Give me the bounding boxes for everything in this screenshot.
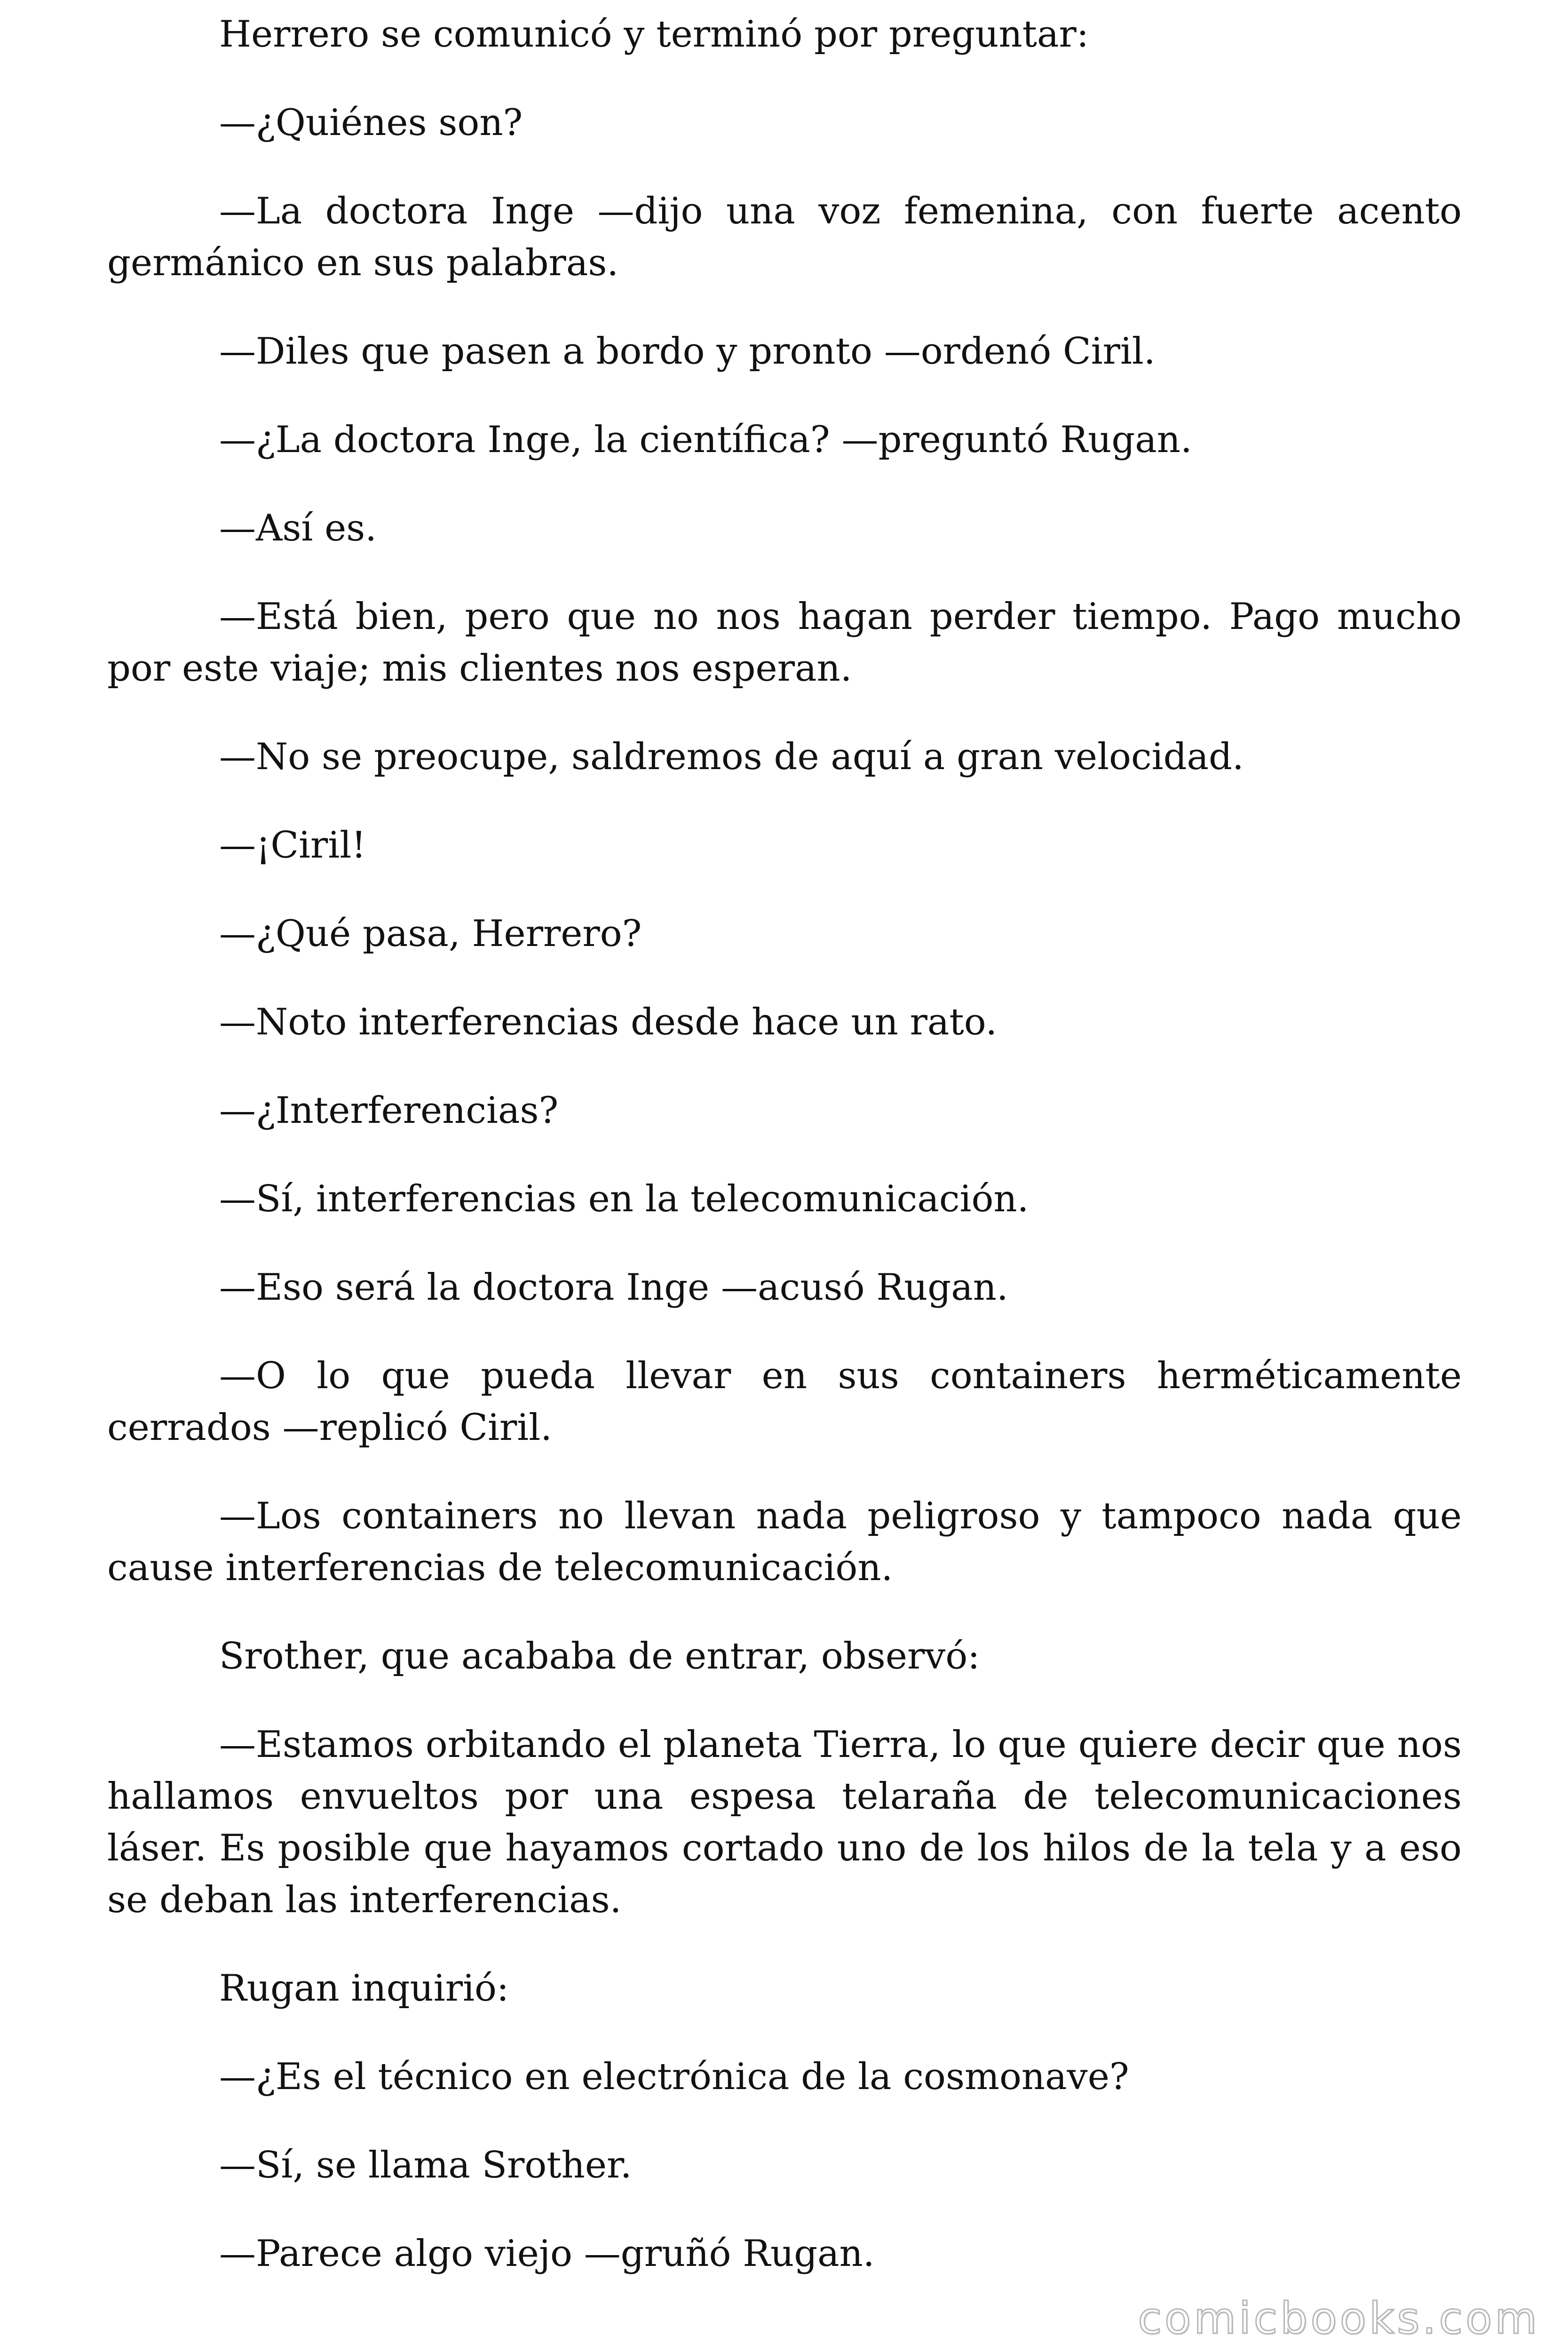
paragraph: —¿Qué pasa, Herrero? [219, 913, 642, 955]
paragraph: —Está bien, pero que no nos hagan perder tiempo. Pago mucho por este viaje; mis clientes nos esperan. [107, 596, 1462, 690]
paragraph: —Sí, se llama Srother. [219, 2144, 632, 2186]
paragraph: —O lo que pueda llevar en sus containers herméticamente cerrados —replicó Ciril. [107, 1355, 1462, 1449]
paragraph: —Parece algo viejo —gruñó Rugan. [219, 2233, 875, 2275]
paragraph: Herrero se comunicó y terminó por preguntar: [219, 13, 1089, 56]
paragraph: Srother, que acababa de entrar, observó: [219, 1635, 980, 1677]
paragraph: —La doctora Inge —dijo una voz femenina, con fuerte acento germánico en sus palabras. [107, 190, 1462, 284]
paragraph: —¿Interferencias? [219, 1089, 559, 1132]
paragraph: —Eso será la doctora Inge —acusó Rugan. [219, 1266, 1008, 1309]
paragraph: —¿La doctora Inge, la científica? —preguntó Rugan. [219, 419, 1192, 461]
paragraph: —¿Quiénes son? [219, 102, 523, 144]
paragraph: —¡Ciril! [219, 824, 366, 866]
paragraph: —Estamos orbitando el planeta Tierra, lo que quiere decir que nos hallamos envueltos por una espesa telaraña de telecomunicaciones láser. Es posible que hayamos cortado uno de los hilos de la tela y a eso se deban las interferencias. [107, 1724, 1462, 1921]
paragraph: —Diles que pasen a bordo y pronto —ordenó Ciril. [219, 330, 1156, 373]
paragraph: —Noto interferencias desde hace un rato. [219, 1001, 998, 1043]
page-text [107, 8, 1462, 2316]
paragraph: —No se preocupe, saldremos de aquí a gran velocidad. [219, 736, 1244, 778]
paragraph: —Sí, interferencias en la telecomunicación. [219, 1178, 1029, 1220]
paragraph: Rugan inquirió: [219, 1967, 509, 2010]
paragraph: —Así es. [219, 507, 377, 549]
paragraph: —¿Es el técnico en electrónica de la cosmonave? [219, 2056, 1129, 2098]
watermark: comicbooks.com [1138, 2293, 1540, 2344]
paragraph: —Los containers no llevan nada peligroso y tampoco nada que cause interferencias de telecomunicación. [107, 1495, 1462, 1589]
